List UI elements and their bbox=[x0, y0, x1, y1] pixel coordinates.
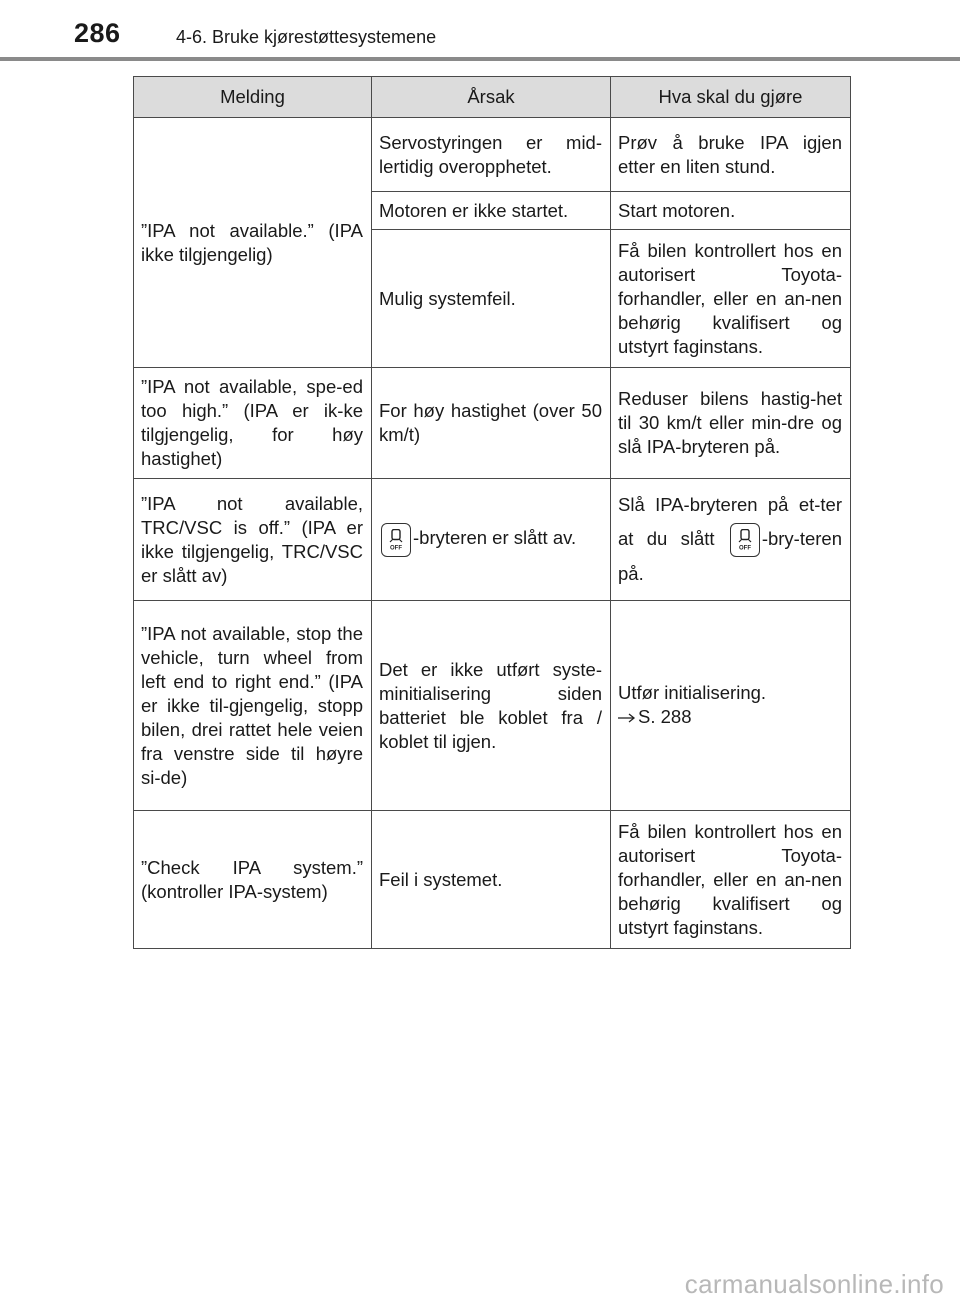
message-cell: ”IPA not available, spe-ed too high.” (IPA er ik-ke tilgjengelig, for høy hastighet) bbox=[134, 368, 372, 479]
action-text: Utfør initialisering. bbox=[618, 681, 767, 703]
cause-cell: Det er ikke utført syste-minitialisering siden batteriet ble koblet fra / koblet til igjen. bbox=[372, 601, 611, 811]
table-row bbox=[134, 118, 851, 192]
table-row bbox=[134, 811, 851, 949]
message-cell: ”IPA not available, stop the vehicle, turn wheel from left end to right end.” (IPA er ikke til-gjengelig, stopp bilen, drei rattet hele veien fra venstre side til høyre si-de) bbox=[134, 601, 372, 811]
svg-text:OFF: OFF bbox=[390, 545, 402, 551]
table-row bbox=[134, 368, 851, 479]
column-header-message: Melding bbox=[134, 77, 372, 118]
column-header-action: Hva skal du gjøre bbox=[611, 77, 851, 118]
action-text-prefix: Slå IPA-bryteren på et-ter at du slått bbox=[618, 493, 842, 549]
action-cell bbox=[611, 479, 851, 601]
action-cell: Prøv å bruke IPA igjen etter en liten stund. bbox=[611, 118, 851, 192]
message-cell: ”IPA not available, TRC/VSC is off.” (IPA er ikke tilgjengelig, TRC/VSC er slått av) bbox=[134, 479, 372, 601]
table-row bbox=[134, 479, 851, 601]
cause-cell: Servostyringen er mid-lertidig overopphetet. bbox=[372, 118, 611, 192]
page-number: 286 bbox=[74, 18, 121, 48]
action-cell: Start motoren. bbox=[611, 192, 851, 230]
cause-text: -bryteren er slått av. bbox=[413, 527, 577, 549]
action-cell: Få bilen kontrollert hos en autorisert Toyota-forhandler, eller en an-nen behørig kvalifisert og utstyrt faginstans. bbox=[611, 230, 851, 368]
section-title: 4-6. Bruke kjørestøttesystemene bbox=[176, 27, 437, 47]
action-text-suffix: -bry-teren på. bbox=[618, 527, 843, 585]
vsc-off-switch-icon bbox=[381, 523, 411, 557]
warning-message-table bbox=[133, 76, 851, 949]
svg-text:OFF: OFF bbox=[738, 545, 751, 552]
table-row bbox=[134, 601, 851, 811]
table-header-row bbox=[134, 77, 851, 118]
message-cell: ”IPA not available.” (IPA ikke tilgjengelig) bbox=[134, 118, 372, 368]
action-cell bbox=[611, 601, 851, 811]
header-divider bbox=[0, 57, 960, 61]
cause-cell bbox=[372, 479, 611, 601]
watermark: carmanualsonline.info bbox=[684, 1269, 944, 1299]
message-cell: ”Check IPA system.” (kontroller IPA-system) bbox=[134, 811, 372, 949]
cause-cell: Motoren er ikke startet. bbox=[372, 192, 611, 230]
column-header-cause: Årsak bbox=[372, 77, 611, 118]
vsc-off-switch-icon bbox=[730, 523, 760, 557]
cause-cell: Feil i systemet. bbox=[372, 811, 611, 949]
cause-cell: For høy hastighet (over 50 km/t) bbox=[372, 368, 611, 479]
page-reference[interactable] bbox=[618, 705, 842, 731]
page-reference-label: S. 288 bbox=[638, 705, 692, 727]
action-cell: Få bilen kontrollert hos en autorisert Toyota-forhandler, eller en an-nen behørig kvalifisert og utstyrt faginstans. bbox=[611, 811, 851, 949]
action-cell: Reduser bilens hastig-het til 30 km/t eller min-dre og slå IPA-bryteren på. bbox=[611, 368, 851, 479]
cause-cell: Mulig systemfeil. bbox=[372, 230, 611, 368]
arrow-right-icon bbox=[618, 707, 638, 731]
